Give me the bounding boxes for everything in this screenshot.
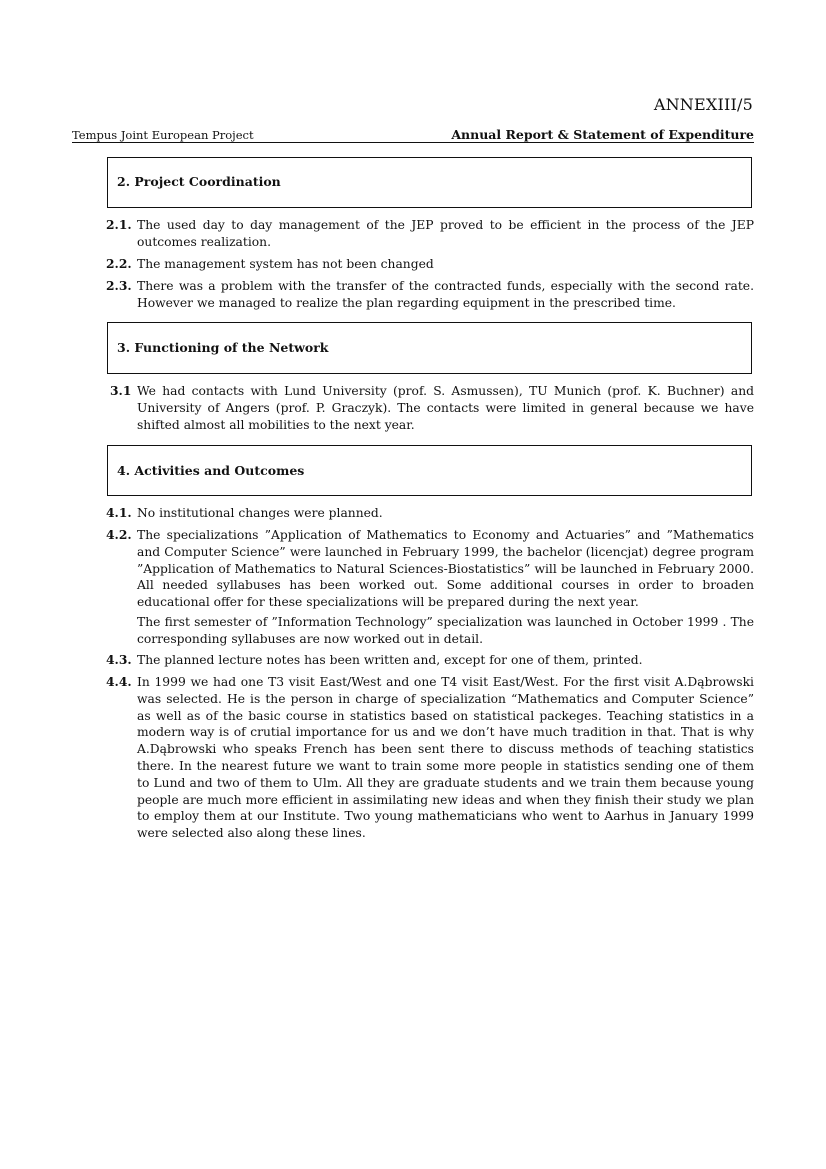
list-item <box>106 217 754 251</box>
item-number: 4.4. <box>106 674 132 689</box>
item-text: We had contacts with Lund University (prof. S. Asmussen), TU Munich (prof. K. Buchner) and University of Angers (prof. P. Graczyk). The contacts were limited in general because we have shifted almost all mobilities to the next year. <box>137 384 754 432</box>
item-text: The planned lecture notes has been written and, except for one of them, printed. <box>137 653 643 667</box>
item-number: 4.2. <box>106 527 132 542</box>
list-item <box>106 383 754 433</box>
item-text: In 1999 we had one T3 visit East/West and one T4 visit East/West. For the first visit A.Dąbrowski was selected. He is the person in charge of specialization “Mathematics and Computer Science” as well as of the basic course in statistics based on statistical packeges. Teaching statistics in a modern way is of crutial importance for us and we don’t have much tradition in that. That is why A.Dąbrowski who speaks French has been sent there to discuss methods of teaching statistics there. In the nearest future we want to train some more people in statistics sending one of them to Lund and two of them to Ulm. All they are graduate students and we train them because young people are much more efficient in assimilating new ideas and when they finish their study we plan to employ them at our Institute. Two young mathematicians who went to Aarhus in January 1999 were selected also along these lines. <box>137 675 754 841</box>
list-item <box>106 674 754 842</box>
section-heading-box <box>107 157 752 208</box>
item-text: The used day to day management of the JEP proved to be efficient in the process of the JEP outcomes realization. <box>137 218 754 249</box>
list-item <box>106 505 754 522</box>
list-item <box>106 278 754 312</box>
section-heading-box <box>107 445 752 496</box>
item-number: 2.1. <box>106 217 132 232</box>
item-number: 4.1. <box>106 505 132 520</box>
item-text: The management system has not been changed <box>137 257 434 271</box>
header-report-title: Annual Report & Statement of Expenditure <box>451 127 754 142</box>
item-text-continuation: The first semester of ”Information Technology” specialization was launched in October 1999 . The corresponding syllabuses are now worked out in detail. <box>137 614 754 646</box>
section-heading-box <box>107 322 752 374</box>
item-number: 4.3. <box>106 652 132 667</box>
item-text: No institutional changes were planned. <box>137 506 383 520</box>
section-title: 3. Functioning of the Network <box>117 340 329 355</box>
section-title: 4. Activities and Outcomes <box>117 463 305 478</box>
running-header <box>72 128 754 143</box>
header-project-name: Tempus Joint European Project <box>72 128 254 142</box>
section-title: 2. Project Coordination <box>117 174 281 189</box>
list-item <box>106 652 754 669</box>
list-item <box>106 527 754 648</box>
item-text: There was a problem with the transfer of the contracted funds, especially with the second rate. However we managed to realize the plan regarding equipment in the prescribed time. <box>137 279 754 310</box>
annex-label: ANNEXIII/5 <box>653 95 753 114</box>
item-text: The specializations ”Application of Mathematics to Economy and Actuaries” and ”Mathematics and Computer Science” were launched in February 1999, the bachelor (licencjat) degree program ”Application of Mathematics to Natural Sciences-Biostatistics” will be launched in February 2000. All needed syllabuses has been worked out. Some additional courses in order to broaden educational offer for these specializations will be prepared during the next year. <box>137 528 754 610</box>
item-number: 2.2. <box>106 256 132 271</box>
item-number: 2.3. <box>106 278 132 293</box>
item-number: 3.1 <box>110 383 132 398</box>
list-item <box>106 256 754 273</box>
